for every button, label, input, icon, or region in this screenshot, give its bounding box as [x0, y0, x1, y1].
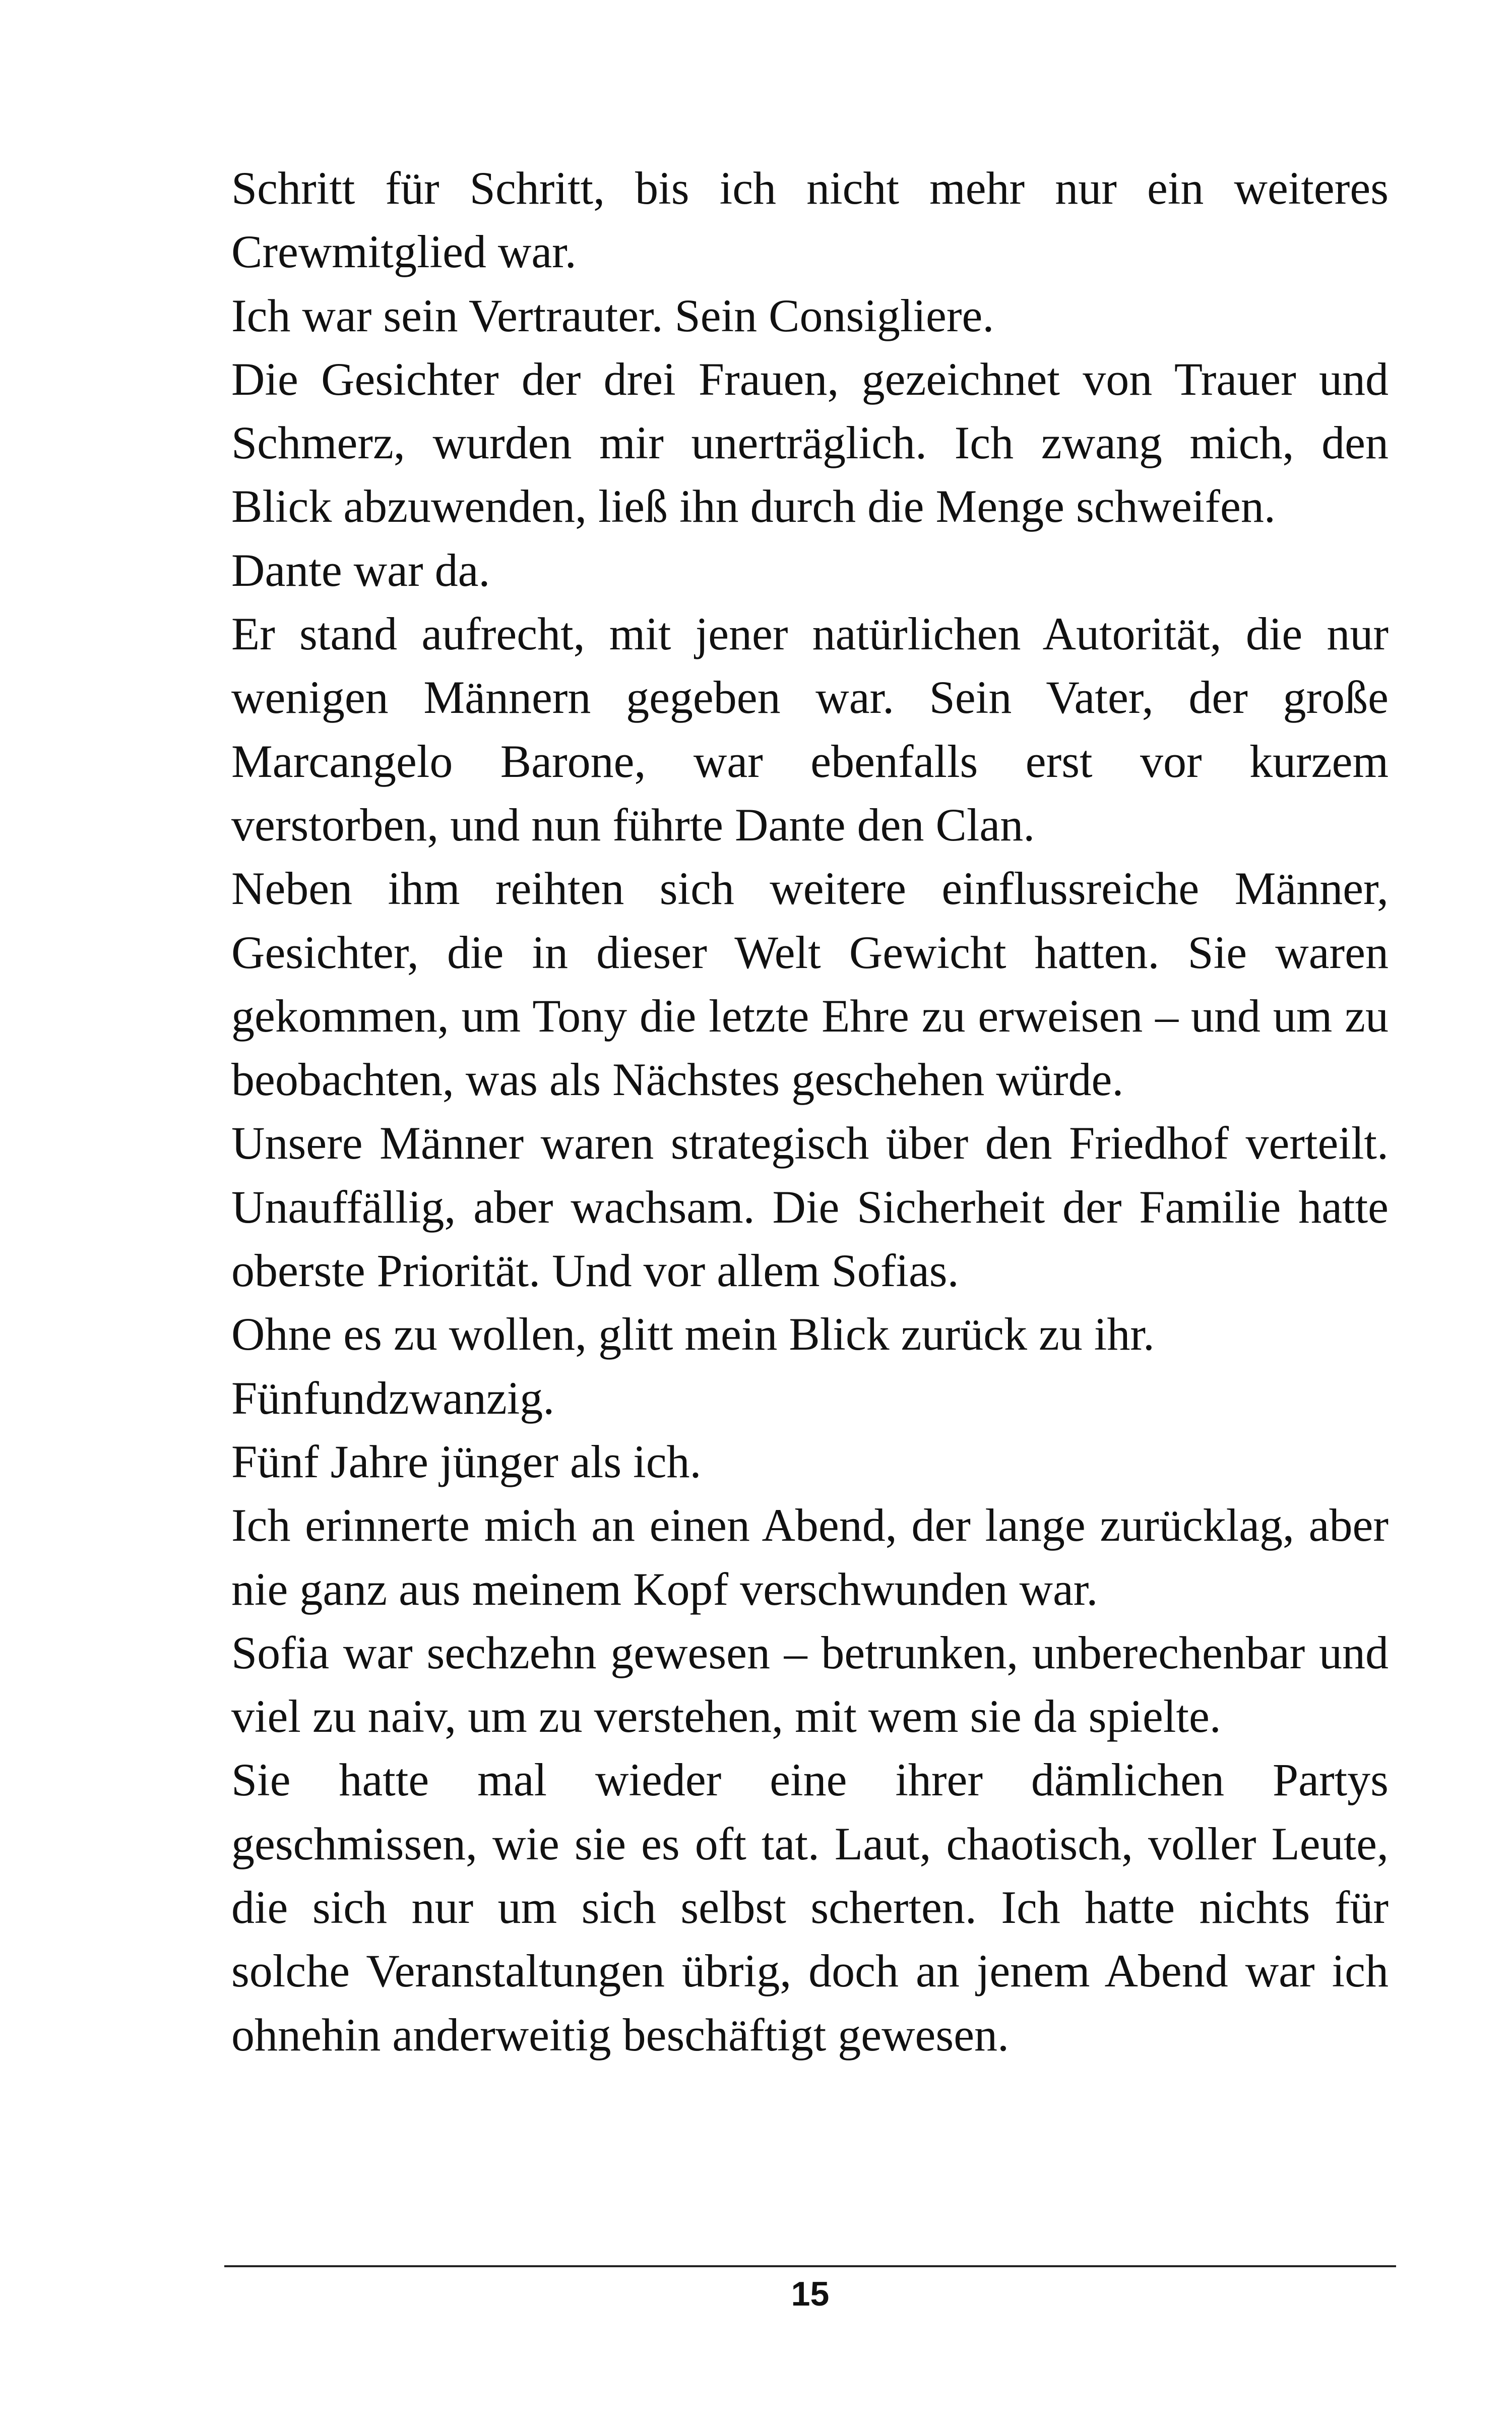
paragraph: Die Gesichter der drei Frauen, gezeichnet von Trauer und Schmerz, wurden mir unerträglich. Ich zwang mich, den Blick abzuwenden, ließ ihn durch die Menge schweifen.	[231, 353, 1389, 532]
paragraph: Sie hatte mal wieder eine ihrer dämlichen Partys geschmissen, wie sie es oft tat. Laut, chaotisch, voller Leute, die sich nur um sich selbst scherten. Ich hatte nichts für solche Veranstaltungen übrig, doch an jenem Abend war ich ohnehin anderweitig beschäftigt gewesen.	[231, 1754, 1389, 2061]
paragraph: Dante war da.	[231, 544, 490, 596]
paragraph: Er stand aufrecht, mit jener natürlichen Autorität, die nur wenigen Männern gegeben war. Sein Vater, der große Marcangelo Barone, war ebenfalls erst vor kurzem verstorben, und nun führte Dante den Clan.	[231, 608, 1389, 851]
paragraph: Ich war sein Vertrauter. Sein Consigliere.	[231, 289, 994, 341]
body-text	[231, 156, 1389, 2067]
paragraph: Fünf Jahre jünger als ich.	[231, 1435, 702, 1487]
paragraph: Fünfundzwanzig.	[231, 1372, 555, 1424]
paragraph: Schritt für Schritt, bis ich nicht mehr nur ein weiteres Crewmitglied war.	[231, 162, 1389, 278]
paragraph: Neben ihm reihten sich weitere einflussreiche Männer, Gesichter, die in dieser Welt Gewicht hatten. Sie waren gekommen, um Tony die letzte Ehre zu erweisen – und um zu beobachten, was als Nächstes geschehen würde.	[231, 863, 1389, 1106]
paragraph: Unsere Männer waren strategisch über den Friedhof verteilt. Unauffällig, aber wachsam. Die Sicherheit der Familie hatte oberste Priorität. Und vor allem Sofias.	[231, 1117, 1389, 1297]
paragraph: Ich erinnerte mich an einen Abend, der lange zurücklag, aber nie ganz aus meinem Kopf verschwunden war.	[231, 1499, 1389, 1615]
paragraph: Ohne es zu wollen, glitt mein Blick zurück zu ihr.	[231, 1308, 1155, 1360]
page-number: 15	[791, 2275, 830, 2313]
paragraph: Sofia war sechzehn gewesen – betrunken, unberechenbar und viel zu naiv, um zu verstehen, mit wem sie da spielte.	[231, 1626, 1389, 1742]
footer-divider	[224, 2265, 1396, 2267]
